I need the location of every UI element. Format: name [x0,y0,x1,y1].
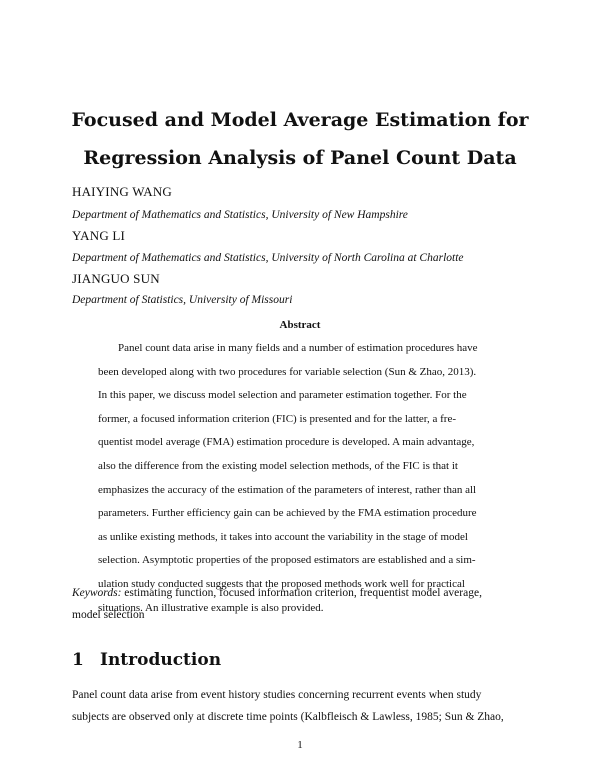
abstract-line: Panel count data arise in many fields and a number of estimation procedures have [118,342,478,354]
author-name: HAIYING WANG [72,184,173,199]
author-affiliation: Department of Statistics, University of Missouri [72,294,293,306]
abstract-line: been developed along with two procedures for variable selection (Sun & Zhao, 2013). [98,365,477,378]
abstract-line: situations. An illustrative example is also provided. [98,601,324,614]
paper-title-line-1: Focused and Model Average Estimation for [71,109,529,131]
abstract-line: emphasizes the accuracy of the estimation of the parameters of interest, rather than all [98,483,477,496]
abstract-heading: Abstract [279,319,321,331]
keywords-text-line-2: model selection [72,609,145,621]
abstract-line: as unlike existing methods, it takes into account the variability in the stage of model [98,530,468,543]
body-paragraph [72,684,530,728]
abstract-line: quentist model average (FMA) estimation procedure is developed. A main advantage, [98,436,475,449]
abstract-body [98,337,502,620]
body-line: subjects are observed only at discrete time points (Kalbfleisch & Lawless, 1985; Sun & Zhao, [72,711,504,723]
paper-title-line-2: Regression Analysis of Panel Count Data [83,147,517,169]
page-number: 1 [297,739,303,751]
section-title: Introduction [100,650,222,670]
body-line: Panel count data arise from event history studies concerning recurrent events when study [72,689,482,701]
abstract-line: parameters. Further efficiency gain can be achieved by the FMA estimation procedure [98,507,477,520]
author-affiliation: Department of Mathematics and Statistics, University of New Hampshire [72,209,408,221]
author-name: YANG LI [72,228,126,243]
keywords-text-line-1: estimating function, focused information criterion, frequentist model average, [121,587,482,599]
abstract-line: also the difference from the existing model selection methods, of the FIC is that it [98,459,458,472]
keywords [72,582,530,626]
abstract-line: In this paper, we discuss model selection and parameter estimation together. For the [98,389,467,402]
abstract-line: former, a focused information criterion (FIC) is presented and for the latter, a fre- [98,412,457,425]
abstract-line: selection. Asymptotic properties of the proposed estimators are established and a sim- [98,554,476,567]
author-affiliation: Department of Mathematics and Statistics, University of North Carolina at Charlotte [72,252,464,264]
abstract-line: ulation study conducted suggests that the proposed methods work well for practical [98,577,465,590]
section-heading [72,648,221,672]
section-number: 1 [72,650,84,670]
keywords-label: Keywords: [72,587,122,599]
author-name: JIANGUO SUN [72,271,160,286]
